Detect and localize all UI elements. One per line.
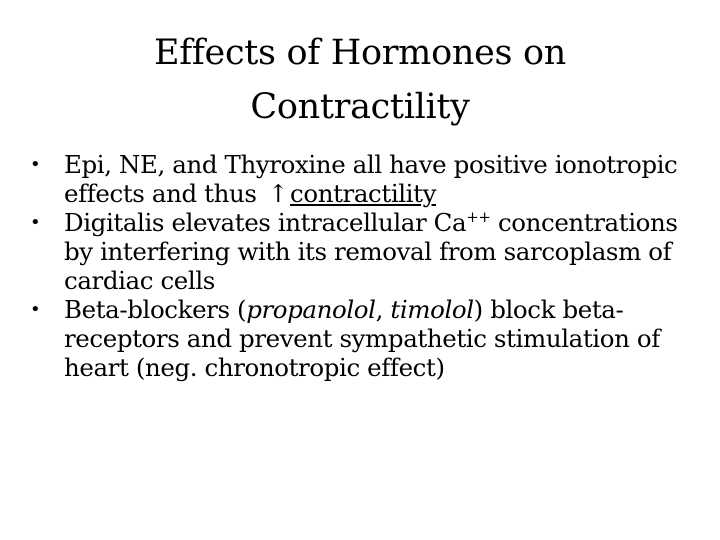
slide-title-line-1: Effects of Hormones on	[153, 33, 567, 73]
bullet-text-continued: concentrations by interfering with its removal from sarcoplasm of cardiac cells	[64, 208, 678, 295]
bullet-text: Beta-blockers (	[64, 295, 247, 324]
bullet-list	[30, 150, 690, 382]
bullet-dot-icon: •	[30, 154, 41, 175]
up-arrow-icon: ↑	[267, 179, 289, 208]
bullet-dot-icon: •	[30, 299, 41, 320]
slide-title-line-2: Contractility	[250, 87, 470, 127]
drug-name-italic: timolol	[390, 295, 474, 324]
bullet-text: Digitalis elevates intracellular Ca	[64, 208, 467, 237]
bullet-item-beta-blockers	[30, 295, 690, 382]
bullet-dot-icon: •	[30, 212, 41, 233]
superscript-charge: ++	[466, 207, 491, 226]
drug-name-italic: propanolol	[246, 295, 376, 324]
bullet-text: Epi, NE, and Thyroxine all have positive ionotropic effects and thus	[64, 150, 678, 208]
bullet-text-continued: ) block beta-receptors and prevent sympathetic stimulation of heart (neg. chronotropic effect)	[64, 295, 660, 382]
slide-title	[60, 26, 660, 134]
bullet-item-digitalis	[30, 208, 690, 295]
underlined-term: contractility	[290, 179, 437, 208]
separator-text: ,	[375, 295, 391, 324]
bullet-item-hormones	[30, 150, 690, 208]
